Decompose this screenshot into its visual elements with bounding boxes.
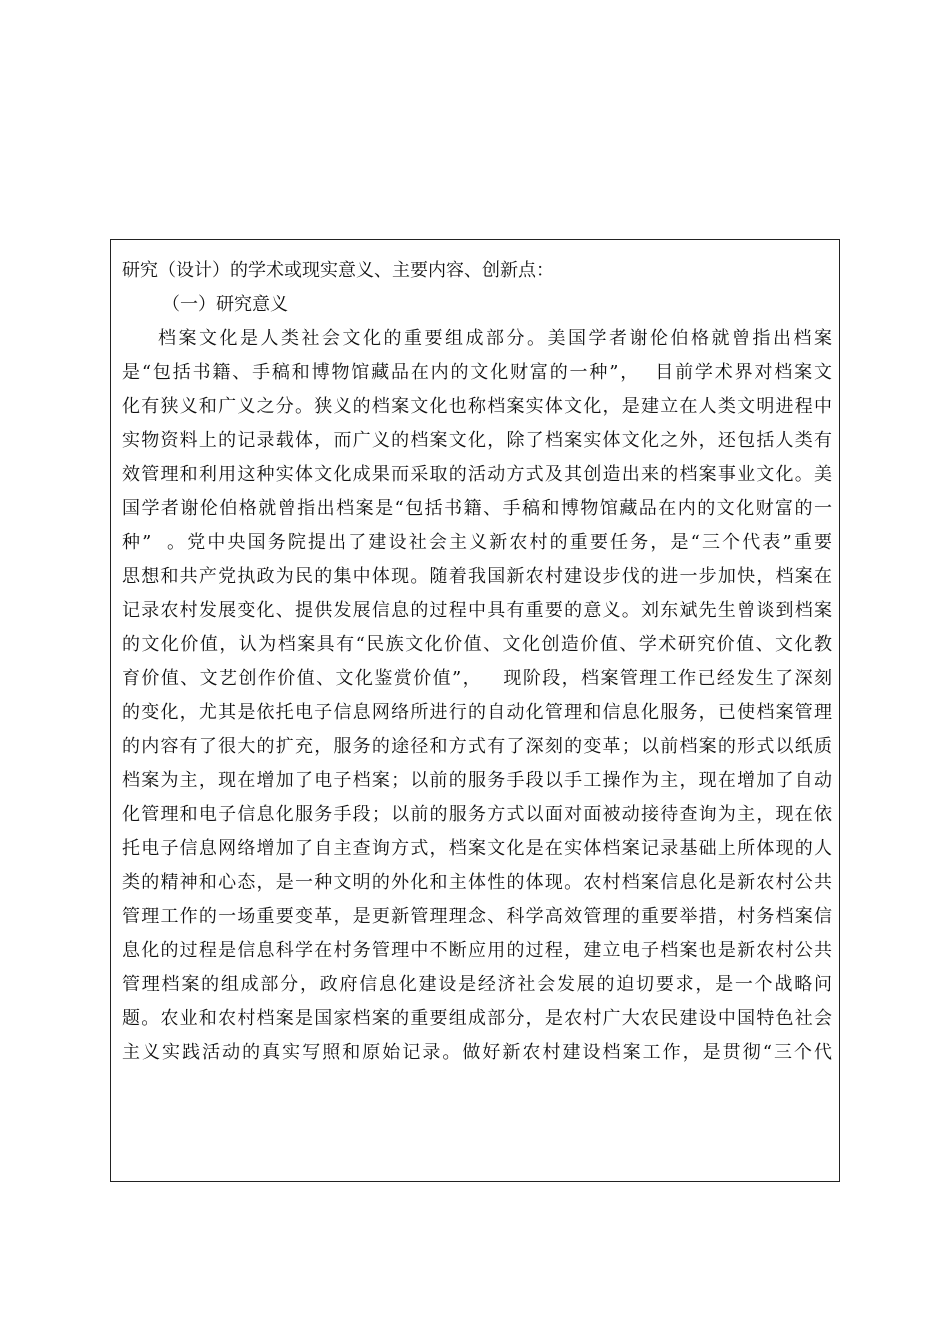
paragraph-line: 效管理和利用这种实体文化成果而采取的活动方式及其创造出来的档案事业文化。美 (122, 464, 832, 485)
document-frame (110, 239, 840, 1182)
paragraph-line: 托电子信息网络增加了自主查询方式，档案文化是在实体档案记录基础上所体现的人 (122, 838, 832, 859)
paragraph-line: 实物资料上的记录载体，而广义的档案文化，除了档案实体文化之外，还包括人类有 (122, 430, 832, 451)
paragraph-line: 思想和共产党执政为民的集中体现。随着我国新农村建设步伐的进一步加快，档案在 (122, 566, 832, 587)
paragraph-line: 是“包括书籍、手稿和博物馆藏品在内的文化财富的一种”， 目前学术界对档案文 (122, 362, 832, 383)
paragraph-line: 种” 。党中央国务院提出了建设社会主义新农村的重要任务，是“三个代表”重要 (122, 532, 832, 553)
paragraph-line: 化管理和电子信息化服务手段；以前的服务方式以面对面被动接待查询为主，现在依 (122, 804, 832, 825)
paragraph-line: 的内容有了很大的扩充，服务的途径和方式有了深刻的变革；以前档案的形式以纸质 (122, 736, 832, 757)
paragraph-line: 的变化，尤其是依托电子信息网络所进行的自动化管理和信息化服务，已使档案管理 (122, 702, 832, 723)
section-header: 研究（设计）的学术或现实意义、主要内容、创新点： (122, 260, 554, 281)
paragraph-line: 国学者谢伦伯格就曾指出档案是“包括书籍、手稿和博物馆藏品在内的文化财富的一 (122, 498, 832, 519)
paragraph-line: 主义实践活动的真实写照和原始记录。做好新农村建设档案工作，是贯彻“三个代 (122, 1042, 832, 1063)
paragraph-line: 题。农业和农村档案是国家档案的重要组成部分，是农村广大农民建设中国特色社会 (122, 1008, 832, 1029)
document-body (122, 254, 832, 1070)
paragraph-line: 管理工作的一场重要变革，是更新管理理念、科学高效管理的重要举措，村务档案信 (122, 906, 832, 927)
paragraph-line: 化有狭义和广义之分。狭义的档案文化也称档案实体文化，是建立在人类文明进程中 (122, 396, 832, 417)
paragraph-line: 档案为主，现在增加了电子档案；以前的服务手段以手工操作为主，现在增加了自动 (122, 770, 832, 791)
paragraph-line: 类的精神和心态，是一种文明的外化和主体性的体现。农村档案信息化是新农村公共 (122, 872, 832, 893)
subheading: （一）研究意义 (162, 294, 288, 315)
paragraph-line: 息化的过程是信息科学在村务管理中不断应用的过程，建立电子档案也是新农村公共 (122, 940, 832, 961)
paragraph-line: 记录农村发展变化、提供发展信息的过程中具有重要的意义。刘东斌先生曾谈到档案 (122, 600, 832, 621)
paragraph-line: 管理档案的组成部分，政府信息化建设是经济社会发展的迫切要求，是一个战略问 (122, 974, 832, 995)
paragraph-line: 的文化价值，认为档案具有“民族文化价值、文化创造价值、学术研究价值、文化教 (122, 634, 832, 655)
paragraph-line: 育价值、文艺创作价值、文化鉴赏价值”， 现阶段，档案管理工作已经发生了深刻 (122, 668, 832, 689)
paragraph-line: 档案文化是人类社会文化的重要组成部分。美国学者谢伦伯格就曾指出档案 (158, 328, 832, 349)
